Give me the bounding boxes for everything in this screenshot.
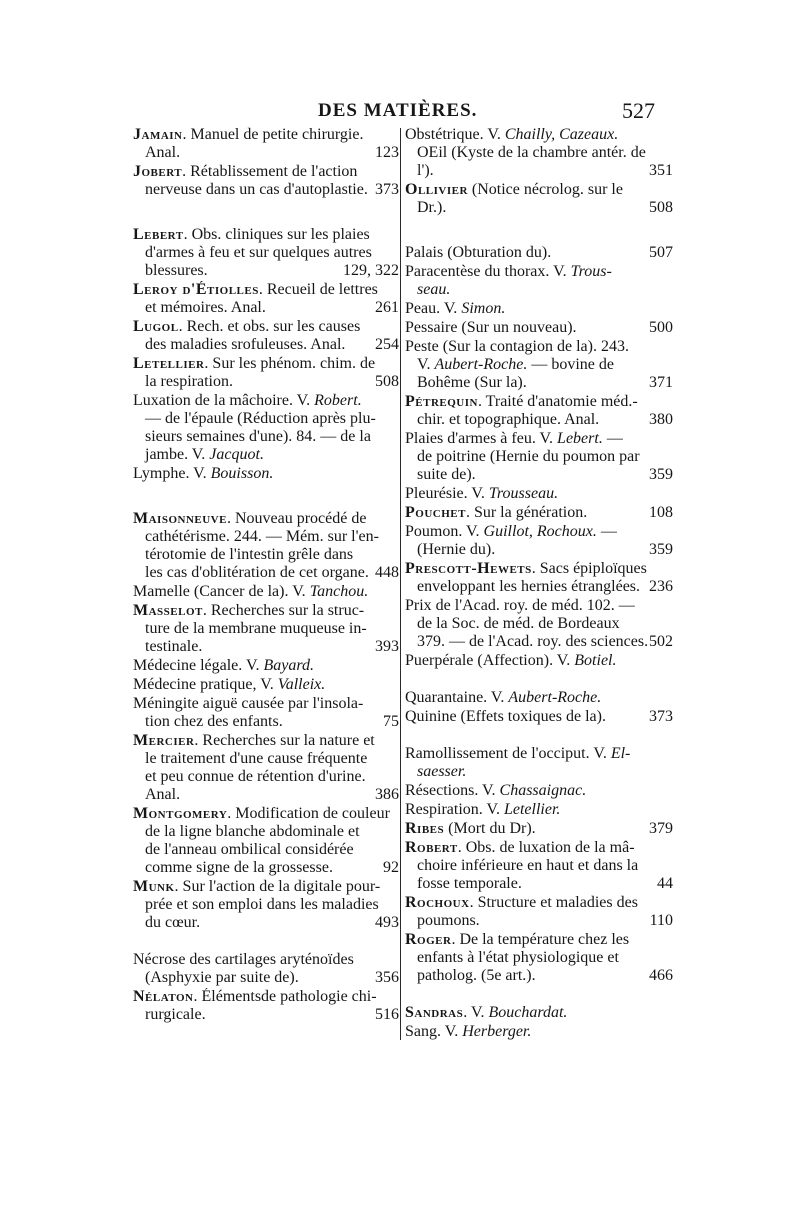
index-entry [405, 708, 673, 726]
entry-line: Mamelle (Cancer de la). V. Tanchou. [133, 583, 369, 600]
entry-line: des maladies srofuleuses. Anal. [145, 336, 346, 353]
entry-line: Rochoux. Structure et maladies des [405, 894, 638, 911]
entry-page-ref: 108 [649, 504, 673, 521]
entry-page-ref: 507 [649, 244, 673, 261]
entry-line: jambe. V. Jacquot. [145, 446, 264, 463]
entry-line: tion chez des enfants. [145, 713, 283, 730]
index-entry [405, 839, 673, 893]
entry-line: Luxation de la mâchoire. V. Robert. [133, 392, 362, 409]
index-entry [133, 392, 399, 464]
index-entry [133, 878, 399, 932]
entry-line: Ramollissement de l'occiput. V. El- [405, 745, 631, 762]
entry-line: Résections. V. Chassaignac. [405, 782, 587, 799]
entry-line: patholog. (5e art.). [417, 967, 536, 984]
entry-gap [405, 727, 673, 745]
entry-page-ref: 129, 322 [343, 262, 399, 279]
entry-page-ref: 380 [649, 411, 673, 428]
entry-page-ref: 393 [375, 638, 399, 655]
index-entry [405, 126, 673, 180]
entry-line: Masselot. Recherches sur la struc- [133, 602, 365, 619]
entry-line: Palais (Obturation du). [405, 244, 552, 261]
entry-page-ref: 493 [375, 914, 399, 931]
entry-line: Paracentèse du thorax. V. Trous- [405, 263, 612, 280]
entry-page-ref: 500 [649, 319, 673, 336]
index-entry [133, 988, 399, 1024]
entry-line: Mercier. Recherches sur la nature et [133, 732, 375, 749]
entry-line: et mémoires. Anal. [145, 299, 266, 316]
entry-page-ref: 373 [649, 708, 673, 725]
index-entry [405, 560, 673, 596]
entry-line: Lebert. Obs. cliniques sur les plaies [133, 226, 370, 243]
index-entry [405, 319, 673, 337]
entry-line: Prix de l'Acad. roy. de méd. 102. — [405, 597, 635, 614]
entry-line: Médecine pratique, V. Valleix. [133, 676, 326, 693]
index-entry [133, 126, 399, 162]
index-entry [133, 583, 399, 601]
entry-line: fosse temporale. [417, 875, 522, 892]
entry-line: OEil (Kyste de la chambre antér. de [417, 144, 646, 161]
entry-line: Prescott-Hewets. Sacs épiploïques [405, 560, 647, 577]
entry-page-ref: 44 [657, 875, 673, 892]
entry-line: Jobert. Rétablissement de l'action [133, 163, 358, 180]
entry-line: Anal. [145, 144, 181, 161]
entry-line: Nélaton. Élémentsde pathologie chi- [133, 988, 377, 1005]
entry-line: Puerpérale (Affection). V. Botiel. [405, 652, 617, 669]
entry-line: Méningite aiguë causée par l'insola- [133, 695, 364, 712]
entry-line: seau. [417, 281, 451, 298]
entry-line: térotomie de l'intestin grêle dans [145, 546, 354, 563]
entry-line: Pouchet. Sur la génération. [405, 504, 588, 521]
entry-line: testinale. [145, 638, 203, 655]
entry-line: Pleurésie. V. Trousseau. [405, 485, 559, 502]
entry-line: suite de). [417, 466, 476, 483]
entry-line: saesser. [417, 763, 467, 780]
index-entry [405, 523, 673, 559]
entry-line: sieurs semaines d'une). 84. — de la [145, 428, 371, 445]
index-entry [133, 951, 399, 987]
entry-line: Lugol. Rech. et obs. sur les causes [133, 318, 361, 335]
entry-line: chir. et topographique. Anal. [417, 411, 600, 428]
entry-line: de poitrine (Hernie du poumon par [417, 448, 640, 465]
index-column-left [133, 126, 399, 1025]
index-entry [133, 281, 399, 317]
entry-line: enveloppant les hernies étranglées. [417, 578, 641, 595]
index-entry [405, 430, 673, 484]
entry-line: comme signe de la grossesse. [145, 859, 333, 876]
entry-page-ref: 516 [375, 1006, 399, 1023]
entry-line: Roger. De la température chez les [405, 931, 630, 948]
entry-line: Sandras. V. Bouchardat. [405, 1004, 568, 1021]
entry-line: Letellier. Sur les phénom. chim. de [133, 355, 376, 372]
index-entry [405, 1023, 673, 1041]
index-entry [405, 338, 673, 392]
entry-line: prée et son emploi dans les maladies [145, 896, 379, 913]
index-entry [133, 163, 399, 199]
index-entry [133, 510, 399, 582]
index-entry [133, 805, 399, 877]
index-entry [405, 597, 673, 651]
entry-line: Pétrequin. Traité d'anatomie méd.- [405, 393, 638, 410]
entry-page-ref: 236 [649, 578, 673, 595]
entry-page-ref: 508 [649, 199, 673, 216]
entry-line: Peste (Sur la contagion de la). 243. [405, 338, 629, 355]
index-entry [133, 318, 399, 354]
running-head [0, 96, 800, 126]
entry-line: Ollivier (Notice nécrolog. sur le [405, 181, 623, 198]
entry-line: rurgicale. [145, 1006, 206, 1023]
entry-page-ref: 466 [649, 967, 673, 984]
index-entry [405, 263, 673, 299]
entry-line: Poumon. V. Guillot, Rochoux. — [405, 523, 617, 540]
index-entry [133, 657, 399, 675]
index-entry [405, 820, 673, 838]
entry-line: Respiration. V. Letellier. [405, 801, 561, 818]
entry-line: Anal. [145, 786, 181, 803]
entry-line: (Asphyxie par suite de). [145, 969, 299, 986]
entry-line: V. Aubert-Roche. — bovine de [417, 356, 615, 373]
entry-page-ref: 502 [649, 633, 673, 650]
index-entry [405, 244, 673, 262]
entry-line: et peu connue de rétention d'urine. [145, 768, 366, 785]
index-entry [133, 226, 399, 280]
entry-gap [133, 484, 399, 510]
entry-line: Obstétrique. V. Chailly, Cazeaux. [405, 126, 619, 143]
entry-page-ref: 261 [375, 299, 399, 316]
index-entry [405, 745, 673, 781]
entry-line: Pessaire (Sur un nouveau). [405, 319, 577, 336]
index-entry [133, 602, 399, 656]
entry-gap [405, 218, 673, 244]
entry-line: Peau. V. Simon. [405, 300, 506, 317]
entry-line: du cœur. [145, 914, 201, 931]
entry-line: l'). [417, 162, 434, 179]
index-entry [405, 652, 673, 670]
index-entry [405, 300, 673, 318]
entry-line: (Hernie du). [417, 541, 496, 558]
entry-line: nerveuse dans un cas d'autoplastie. [145, 181, 368, 198]
page-number: 527 [622, 98, 655, 123]
entry-line: Leroy d'Étiolles. Recueil de lettres [133, 281, 378, 298]
entry-line: le traitement d'une cause fréquente [145, 750, 368, 767]
entry-line: Quinine (Effets toxiques de la). [405, 708, 606, 725]
entry-line: blessures. [145, 262, 208, 279]
entry-line: — de l'épaule (Réduction après plu- [145, 410, 376, 427]
index-entry [133, 676, 399, 694]
index-entry [405, 393, 673, 429]
index-entry [133, 355, 399, 391]
index-entry [405, 504, 673, 522]
entry-page-ref: 359 [649, 466, 673, 483]
entry-line: Ribes (Mort du Dr). [405, 820, 536, 837]
entry-line: Plaies d'armes à feu. V. Lebert. — [405, 430, 623, 447]
entry-line: Bohême (Sur la). [417, 374, 527, 391]
entry-line: Médecine légale. V. Bayard. [133, 657, 314, 674]
entry-line: Montgomery. Modification de couleur [133, 805, 390, 822]
entry-page-ref: 110 [649, 912, 673, 929]
entry-line: de la ligne blanche abdominale et [145, 823, 360, 840]
entry-page-ref: 351 [649, 162, 673, 179]
entry-line: choire inférieure en haut et dans la [417, 857, 639, 874]
entry-line: cathétérisme. 244. — Mém. sur l'en- [145, 528, 379, 545]
entry-line: Robert. Obs. de luxation de la mâ- [405, 839, 635, 856]
index-entry [405, 485, 673, 503]
entry-page-ref: 92 [383, 859, 399, 876]
entry-line: enfants à l'état physiologique et [417, 949, 619, 966]
index-entry [133, 465, 399, 483]
entry-page-ref: 508 [375, 373, 399, 390]
entry-page-ref: 75 [383, 713, 399, 730]
entry-page-ref: 359 [649, 541, 673, 558]
entry-gap [133, 200, 399, 226]
entry-page-ref: 371 [649, 374, 673, 391]
index-entry [405, 181, 673, 217]
index-entry [133, 732, 399, 804]
entry-line: Nécrose des cartilages aryténoïdes [133, 951, 354, 968]
entry-line: 379. — de l'Acad. roy. des sciences. [417, 633, 649, 650]
entry-line: d'armes à feu et sur quelques autres [145, 244, 372, 261]
entry-line: de l'anneau ombilical considérée [145, 841, 354, 858]
entry-line: de la Soc. de méd. de Bordeaux [417, 615, 620, 632]
running-title: DES MATIÈRES. [318, 100, 478, 121]
entry-line: Jamain. Manuel de petite chirurgie. [133, 126, 364, 143]
entry-line: Maisonneuve. Nouveau procédé de [133, 510, 367, 527]
entry-line: Quarantaine. V. Aubert-Roche. [405, 689, 602, 706]
entry-line: Dr.). [417, 199, 447, 216]
index-entry [405, 894, 673, 930]
entry-page-ref: 386 [375, 786, 399, 803]
entry-gap [405, 986, 673, 1004]
entry-page-ref: 254 [375, 336, 399, 353]
index-entry [405, 782, 673, 800]
entry-line: ture de la membrane muqueuse in- [145, 620, 367, 637]
entry-line: les cas d'oblitération de cet organe. [145, 564, 369, 581]
entry-line: poumons. [417, 912, 480, 929]
column-divider [400, 128, 401, 1040]
entry-line: Sang. V. Herberger. [405, 1023, 532, 1040]
entry-gap [133, 933, 399, 951]
entry-page-ref: 356 [375, 969, 399, 986]
entry-line: Munk. Sur l'action de la digitale pour- [133, 878, 381, 895]
index-entry [405, 931, 673, 985]
entry-page-ref: 123 [375, 144, 399, 161]
index-column-right [405, 126, 673, 1042]
entry-page-ref: 373 [375, 181, 399, 198]
entry-line: la respiration. [145, 373, 233, 390]
index-entry [405, 801, 673, 819]
entry-page-ref: 379 [649, 820, 673, 837]
index-entry [405, 689, 673, 707]
entry-page-ref: 448 [375, 564, 399, 581]
entry-line: Lymphe. V. Bouisson. [133, 465, 274, 482]
entry-gap [405, 671, 673, 689]
index-entry [133, 695, 399, 731]
index-entry [405, 1004, 673, 1022]
